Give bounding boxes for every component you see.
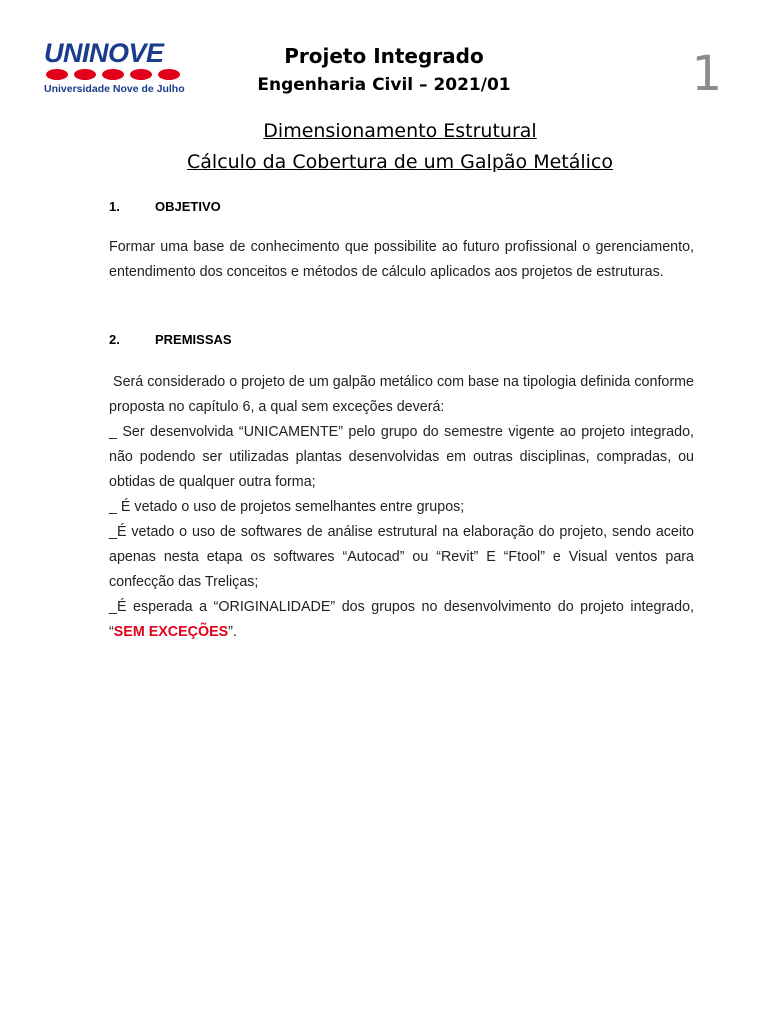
premissa-item: _ Ser desenvolvida “UNICAMENTE” pelo grupo do semestre vigente ao projeto integrado, não podendo ser utilizadas plantas desenvolvidas em outras disciplinas, compradas, ou obtidas de qualquer outra forma; (109, 424, 694, 490)
document-title-line1: Dimensionamento Estrutural (263, 120, 537, 142)
section-number: 1. (109, 199, 120, 214)
section-heading-objetivo (109, 199, 221, 214)
premissa-text-end: ”. (228, 624, 237, 640)
objetivo-paragraph: Formar uma base de conhecimento que possibilite ao futuro profissional o gerenciamento, entendimento dos conceitos e métodos de cálculo aplicados aos projetos de estruturas. (109, 239, 694, 280)
document-title-line2: Cálculo da Cobertura de um Galpão Metálico (187, 151, 613, 173)
logo-subtitle: Universidade Nove de Julho (44, 83, 185, 95)
emphasis-text: SEM EXCEÇÕES (113, 624, 229, 640)
premissas-body (109, 370, 698, 645)
page-number: 1 (691, 46, 722, 102)
premissa-item: _É vetado o uso de softwares de análise estrutural na elaboração do projeto, sendo aceito apenas nesta etapa os softwares “Autocad” ou “Revit” E “Ftool” e Visual ventos para confecção das Treliças; (109, 524, 694, 590)
section-number: 2. (109, 332, 120, 347)
header-subtitle: Engenharia Civil – 2021/01 (257, 75, 511, 95)
premissa-text: _É esperada a “ORIGINALIDADE” dos grupos no desenvolvimento do projeto integrado, “ (109, 599, 694, 640)
premissas-intro: Será considerado o projeto de um galpão metálico com base na tipologia definida conforme proposta no capítulo 6, a qual sem exceções deverá: (109, 374, 698, 415)
section-heading-premissas (109, 332, 232, 347)
premissa-item: _ É vetado o uso de projetos semelhantes entre grupos; (109, 499, 465, 515)
section-title: OBJETIVO (155, 199, 221, 214)
premissa-item-last (109, 595, 694, 645)
header-title: Projeto Integrado (284, 44, 484, 68)
logo-wordmark: UNINOVE (44, 38, 164, 68)
section-title: PREMISSAS (155, 332, 232, 347)
